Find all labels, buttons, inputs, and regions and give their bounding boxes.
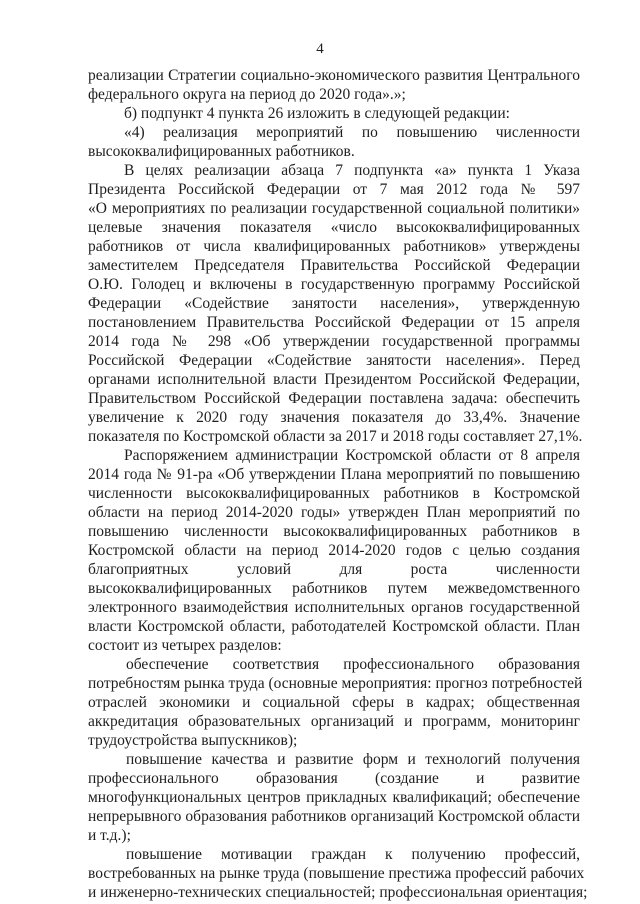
text-line: высококвалифицированных работников. <box>88 143 355 160</box>
text-line: Правительством Российской Федерации поставлена задача: обеспечить <box>88 390 580 407</box>
text-line: аккредитация образовательных организаций и программ, мониторинг <box>88 713 580 730</box>
text-line: органами исполнительной власти Президентом Российской Федерации, <box>88 371 580 388</box>
text-line: состоит из четырех разделов: <box>88 637 282 654</box>
document-body <box>88 66 588 902</box>
text-line: повышению численности высококвалифицированных работников в <box>88 523 580 540</box>
text-line: области на период 2014-2020 годы» утвержден План мероприятий по <box>88 504 580 521</box>
text-line: работников от числа квалифицированных работников» утверждены <box>88 238 580 255</box>
text-line: электронного взаимодействия исполнительных органов государственной <box>88 599 580 616</box>
text-line: реализации Стратегии социально-экономического развития Центрального <box>88 67 580 84</box>
page-number: 4 <box>316 41 324 57</box>
text-line: непрерывного образования работников организаций Костромской области <box>88 808 580 825</box>
text-line: повышение качества и развитие форм и технологий получения <box>126 751 580 768</box>
text-line: Федерации «Содействие занятости населения», утвержденную <box>88 295 580 312</box>
text-line: 2014 года № 298 «Об утверждении государственной программы <box>88 333 580 350</box>
text-line: численности высококвалифицированных работников в Костромской <box>88 485 580 502</box>
text-line: повышение мотивации граждан к получению профессий, <box>126 846 580 863</box>
text-line: целевые значения показателя «число высококвалифицированных <box>88 219 580 236</box>
text-line: обеспечение соответствия профессионального образования <box>126 656 580 673</box>
text-line: Президента Российской Федерации от 7 мая 2012 года № 597 <box>88 181 580 198</box>
text-line: О.Ю. Голодец и включены в государственную программу Российской <box>88 276 580 293</box>
text-line: высококвалифицированных работников путем межведомственного <box>88 580 580 597</box>
text-line: и т.д.); <box>88 827 131 844</box>
text-line: трудоустройства выпускников); <box>88 732 298 749</box>
text-line: 2014 года № 91-ра «Об утверждении Плана мероприятий по повышению <box>88 466 580 483</box>
text-line: благоприятных условий для роста численности <box>88 561 580 578</box>
text-line: потребностям рынка труда (основные мероприятия: прогноз потребностей <box>88 675 583 692</box>
text-line: Российской Федерации «Содействие занятости населения». Перед <box>88 352 580 369</box>
text-line: «4) реализация мероприятий по повышению численности <box>124 124 580 141</box>
text-line: постановлением Правительства Российской Федерации от 15 апреля <box>88 314 580 331</box>
text-line: отраслей экономики и социальной сферы в кадрах; общественная <box>88 694 580 711</box>
text-line: увеличение к 2020 году значения показателя до 33,4%. Значение <box>88 409 580 426</box>
text-line: б) подпункт 4 пункта 26 изложить в следующей редакции: <box>124 105 510 122</box>
text-line: профессионального образования (создание и развитие <box>88 770 580 787</box>
text-line: заместителем Председателя Правительства Российской Федерации <box>88 257 580 274</box>
text-line: Костромской области на период 2014-2020 годов с целью создания <box>88 542 580 559</box>
text-line: и инженерно-технических специальностей; профессиональная ориентация; <box>88 884 588 901</box>
text-line: Распоряжением администрации Костромской области от 8 апреля <box>124 447 580 464</box>
text-line: власти Костромской области, работодателей Костромской области. План <box>88 618 580 635</box>
text-line: востребованных на рынке труда (повышение престижа профессий рабочих <box>88 865 585 882</box>
text-line: многофункциональных центров прикладных квалификаций; обеспечение <box>88 789 580 806</box>
text-line: «О мероприятиях по реализации государственной социальной политики» <box>88 200 580 217</box>
text-line: В целях реализации абзаца 7 подпункта «а» пункта 1 Указа <box>124 162 580 179</box>
text-line: федерального округа на период до 2020 года».»; <box>88 86 406 103</box>
text-line: показателя по Костромской области за 2017 и 2018 годы составляет 27,1%. <box>88 428 583 445</box>
